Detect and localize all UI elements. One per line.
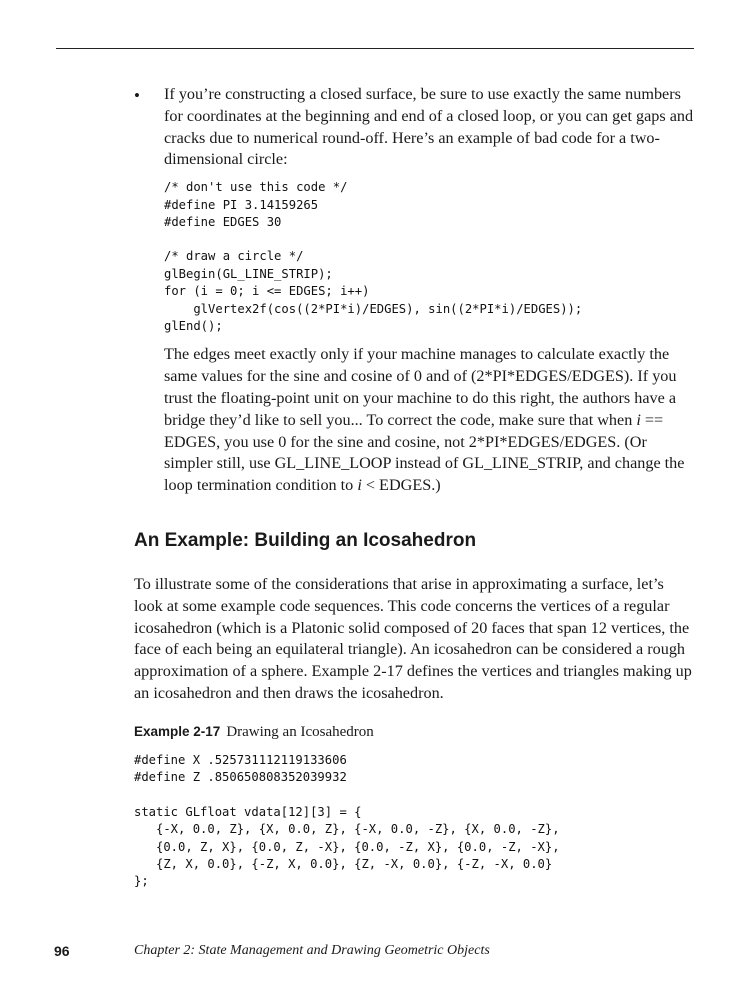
bullet-explanation-paragraph [164,344,694,497]
example-code-block [134,752,560,891]
explanation-text-1: The edges meet exactly only if your machine manages to calculate exactly the same values for the sine and cosine of 0 and of (2*PI*EDGES/EDGES). If you trust the floating-point unit on your machine to do this right, the authors have a bridge they’d like to sell you... To correct the code, make sure that when [164,345,677,429]
bullet-item [134,84,694,497]
explanation-variable-2: i [357,476,362,495]
bullet-body [164,84,694,497]
example-code-defines: #define X .525731112119133606 #define Z .850650808352039932 [134,753,347,785]
section-paragraph: To illustrate some of the considerations that arise in approximating a surface, let’s look at some example code sequences. This code concerns the vertices of a regular icosahedron (which is a Platonic solid composed of 20 faces that span 12 vertices, the face of each being an equilateral triangle). An icosahedron can be considered a rough approximation of a sphere. Example 2-17 defines the vertices and triangles making up an icosahedron and then draws the icosahedron. [134,575,692,702]
page-number: 96 [54,943,70,959]
example-code-array: static GLfloat vdata[12][3] = { {-X, 0.0, Z}, {X, 0.0, Z}, {-X, 0.0, -Z}, {X, 0.0, -Z}, {0.0, Z, X}, {0.0, Z, -X}, {0.0, -Z, X}, {0.0, -Z, -X}, {Z, X, 0.0}, {-Z, X, 0.0}, {Z, -X, 0.0}, {-Z, -X, 0.0} }; [134,804,560,889]
bullet-intro-paragraph: If you’re constructing a closed surface, be sure to use exactly the same numbers for coordinates at the beginning and end of a closed loop, or you can get gaps and cracks due to numerical round-off. Here’s an example of bad code for a two-dimensional circle: [164,85,694,169]
section-heading: An Example: Building an Icosahedron [134,530,477,551]
chapter-footer: Chapter 2: State Management and Drawing Geometric Objects [134,943,490,958]
explanation-text-3: < EDGES.) [361,476,441,495]
section-body [134,574,694,705]
example-label: Example 2-17 [134,724,221,739]
circle-code-draw: /* draw a circle */ glBegin(GL_LINE_STRIP); for (i = 0; i <= EDGES; i++) glVertex2f(cos((2*PI*i)/EDGES), sin((2*PI*i)/EDGES)); glEnd(); [164,249,583,334]
bullet-marker: • [134,86,140,105]
explanation-text-2: == EDGES, you use 0 for the sine and cosine, not 2*PI*EDGES/EDGES. (Or simpler still, use GL_LINE_LOOP instead of GL_LINE_STRIP, and change the loop termination condition to [164,410,685,495]
circle-code-defines: /* don't use this code */ #define PI 3.14159265 #define EDGES 30 [164,180,348,229]
example-title: Drawing an Icosahedron [226,724,374,740]
header-rule [56,48,694,49]
example-caption [134,724,374,741]
explanation-variable-1: i [636,410,641,429]
